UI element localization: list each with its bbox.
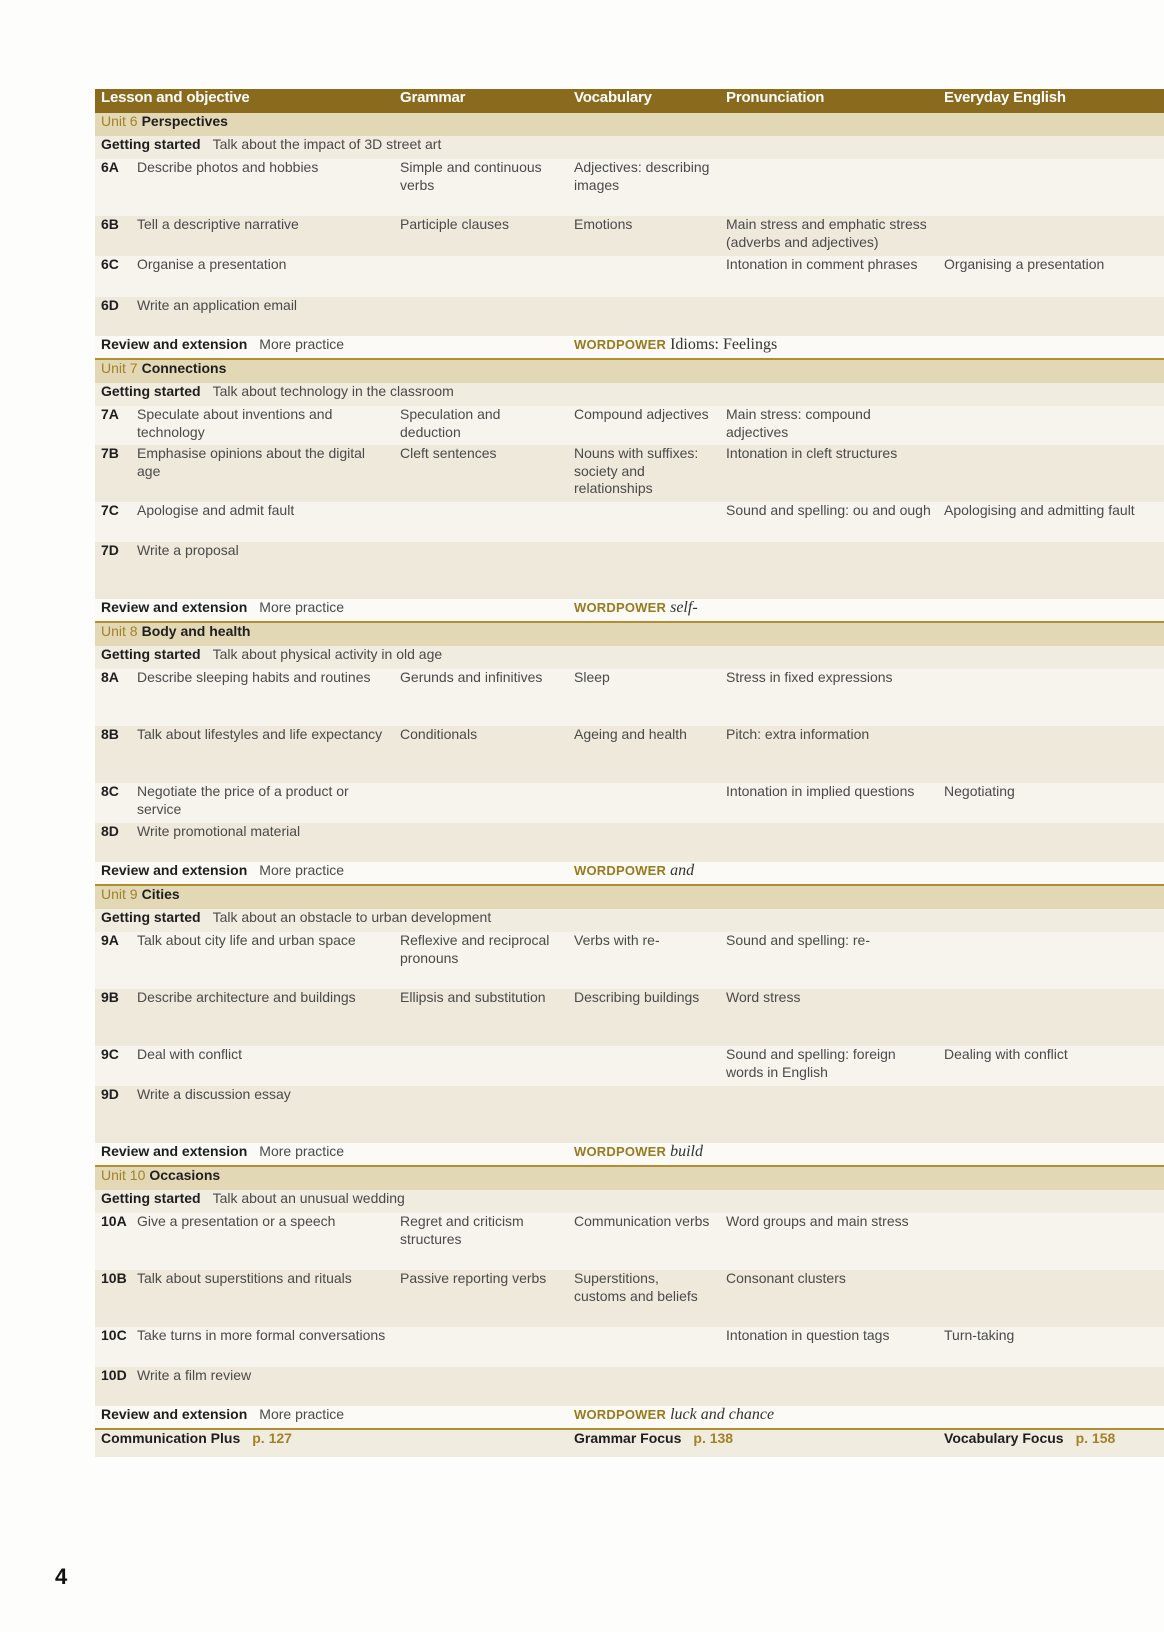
lesson-code: 10A [95, 1213, 131, 1270]
lesson-vocabulary [568, 1367, 720, 1406]
wordpower-label: WORDPOWER [574, 1407, 667, 1422]
lesson-code: 6A [95, 159, 131, 216]
lesson-row[interactable] [95, 159, 1164, 216]
lesson-grammar: Simple and continuous verbs [394, 159, 568, 216]
lesson-pronunciation: Main stress and emphatic stress (adverbs and adjectives) [720, 216, 938, 256]
lesson-pronunciation: Intonation in cleft structures [720, 445, 938, 502]
lesson-objective: Emphasise opinions about the digital age [131, 445, 394, 502]
lesson-pronunciation [720, 1367, 938, 1406]
lesson-objective: Apologise and admit fault [131, 502, 394, 542]
communication-plus-page: p. 127 [252, 1430, 292, 1446]
lesson-vocabulary [568, 1327, 720, 1367]
getting-started-text: Talk about physical activity in old age [212, 646, 443, 662]
wordpower-label: WORDPOWER [574, 1144, 667, 1159]
footer-grammar[interactable] [568, 1429, 938, 1457]
lesson-objective: Tell a descriptive narrative [131, 216, 394, 256]
getting-started-label: Getting started [101, 909, 201, 925]
header-everyday-english: Everyday English [938, 89, 1164, 113]
lesson-row[interactable] [95, 256, 1164, 297]
lesson-code: 7C [95, 502, 131, 542]
review-label: Review and extension [101, 862, 248, 878]
getting-started-row[interactable] [95, 383, 1164, 406]
lesson-everyday-english [938, 297, 1164, 336]
lesson-objective: Talk about city life and urban space [131, 932, 394, 989]
lesson-pronunciation: Intonation in implied questions [720, 783, 938, 823]
lesson-pronunciation: Intonation in comment phrases [720, 256, 938, 297]
footer-row [95, 1429, 1164, 1457]
lesson-objective: Speculate about inventions and technology [131, 406, 394, 445]
lesson-everyday-english [938, 1367, 1164, 1406]
lesson-grammar [394, 1327, 568, 1367]
getting-started-label: Getting started [101, 136, 201, 152]
grammar-focus-page: p. 138 [693, 1430, 734, 1446]
review-label: Review and extension [101, 599, 248, 615]
lesson-vocabulary: Superstitions, customs and beliefs [568, 1270, 720, 1327]
lesson-vocabulary: Verbs with re- [568, 932, 720, 989]
review-label: Review and extension [101, 1406, 248, 1422]
lesson-pronunciation: Sound and spelling: re- [720, 932, 938, 989]
lesson-grammar: Participle clauses [394, 216, 568, 256]
wordpower-label: WORDPOWER [574, 600, 667, 615]
review-label: Review and extension [101, 1143, 248, 1159]
lesson-grammar: Ellipsis and substitution [394, 989, 568, 1046]
lesson-row[interactable] [95, 726, 1164, 783]
lesson-everyday-english [938, 669, 1164, 726]
lesson-everyday-english [938, 445, 1164, 502]
lesson-objective: Talk about lifestyles and life expectancy [131, 726, 394, 783]
header-row [95, 89, 1164, 113]
lesson-vocabulary: Compound adjectives [568, 406, 720, 445]
review-text: More practice [259, 599, 345, 615]
lesson-vocabulary: Emotions [568, 216, 720, 256]
lesson-row[interactable] [95, 1046, 1164, 1086]
lesson-objective: Describe sleeping habits and routines [131, 669, 394, 726]
lesson-everyday-english [938, 216, 1164, 256]
lesson-pronunciation [720, 823, 938, 862]
getting-started-text: Talk about an unusual wedding [212, 1190, 405, 1206]
getting-started [95, 383, 1164, 406]
unit-name: Cities [141, 886, 180, 902]
lesson-objective: Write an application email [131, 297, 394, 336]
footer-vocabulary[interactable] [938, 1429, 1164, 1457]
lesson-row[interactable] [95, 783, 1164, 823]
unit-name: Body and health [141, 623, 251, 639]
review-row[interactable] [95, 1406, 1164, 1429]
lesson-vocabulary [568, 1046, 720, 1086]
lesson-code: 9B [95, 989, 131, 1046]
lesson-code: 7B [95, 445, 131, 502]
lesson-objective: Write a proposal [131, 542, 394, 599]
review-extension [95, 336, 568, 359]
lesson-objective: Talk about superstitions and rituals [131, 1270, 394, 1327]
lesson-code: 8B [95, 726, 131, 783]
vocabulary-focus-label: Vocabulary Focus [944, 1430, 1064, 1446]
lesson-row[interactable] [95, 823, 1164, 862]
lesson-code: 8D [95, 823, 131, 862]
lesson-code: 10D [95, 1367, 131, 1406]
lesson-everyday-english: Negotiating [938, 783, 1164, 823]
review-text: More practice [259, 1406, 345, 1422]
wordpower [568, 1143, 1164, 1166]
lesson-pronunciation: Sound and spelling: foreign words in English [720, 1046, 938, 1086]
lesson-pronunciation: Word groups and main stress [720, 1213, 938, 1270]
lesson-vocabulary [568, 1086, 720, 1143]
wordpower-topic: luck and chance [670, 1406, 775, 1423]
lesson-code: 9A [95, 932, 131, 989]
getting-started-text: Talk about an obstacle to urban development [212, 909, 492, 925]
unit-title [95, 622, 1164, 646]
lesson-pronunciation [720, 1086, 938, 1143]
lesson-grammar: Cleft sentences [394, 445, 568, 502]
lesson-pronunciation: Intonation in question tags [720, 1327, 938, 1367]
lesson-everyday-english [938, 989, 1164, 1046]
lesson-code: 9C [95, 1046, 131, 1086]
lesson-row[interactable] [95, 445, 1164, 502]
lesson-everyday-english [938, 1086, 1164, 1143]
lesson-code: 8A [95, 669, 131, 726]
lesson-everyday-english [938, 406, 1164, 445]
wordpower [568, 862, 1164, 885]
lesson-vocabulary [568, 823, 720, 862]
lesson-grammar [394, 783, 568, 823]
wordpower-topic: and [670, 862, 695, 879]
lesson-row[interactable] [95, 1086, 1164, 1143]
lesson-row[interactable] [95, 216, 1164, 256]
lesson-objective: Organise a presentation [131, 256, 394, 297]
unit-title [95, 885, 1164, 909]
lesson-row[interactable] [95, 1213, 1164, 1270]
lesson-pronunciation: Consonant clusters [720, 1270, 938, 1327]
lesson-pronunciation [720, 159, 938, 216]
lesson-grammar [394, 297, 568, 336]
getting-started-label: Getting started [101, 1190, 201, 1206]
lesson-everyday-english: Organising a presentation [938, 256, 1164, 297]
getting-started-row[interactable] [95, 136, 1164, 159]
lesson-pronunciation: Word stress [720, 989, 938, 1046]
review-row[interactable] [95, 336, 1164, 359]
review-label: Review and extension [101, 336, 248, 352]
review-text: More practice [259, 1143, 345, 1159]
lesson-row[interactable] [95, 502, 1164, 542]
unit-row[interactable] [95, 885, 1164, 909]
lesson-vocabulary: Ageing and health [568, 726, 720, 783]
review-row[interactable] [95, 599, 1164, 622]
lesson-code: 10B [95, 1270, 131, 1327]
unit-row[interactable] [95, 622, 1164, 646]
lesson-code: 7A [95, 406, 131, 445]
lesson-row[interactable] [95, 669, 1164, 726]
lesson-grammar: Speculation and deduction [394, 406, 568, 445]
lesson-grammar: Conditionals [394, 726, 568, 783]
lesson-everyday-english: Dealing with conflict [938, 1046, 1164, 1086]
unit-row[interactable] [95, 1166, 1164, 1190]
lesson-pronunciation: Sound and spelling: ou and ough [720, 502, 938, 542]
getting-started-row[interactable] [95, 1190, 1164, 1213]
review-extension [95, 862, 568, 885]
getting-started [95, 909, 1164, 932]
lesson-objective: Describe architecture and buildings [131, 989, 394, 1046]
header-pronunciation: Pronunciation [720, 89, 938, 113]
review-extension [95, 599, 568, 622]
wordpower [568, 599, 1164, 622]
lesson-vocabulary [568, 542, 720, 599]
lesson-row[interactable] [95, 1327, 1164, 1367]
lesson-objective: Write a discussion essay [131, 1086, 394, 1143]
lesson-vocabulary: Communication verbs [568, 1213, 720, 1270]
lesson-grammar: Reflexive and reciprocal pronouns [394, 932, 568, 989]
lesson-grammar [394, 542, 568, 599]
lesson-row[interactable] [95, 989, 1164, 1046]
lesson-vocabulary: Sleep [568, 669, 720, 726]
lesson-everyday-english [938, 1213, 1164, 1270]
unit-name: Connections [141, 360, 227, 376]
lesson-pronunciation: Stress in fixed expressions [720, 669, 938, 726]
getting-started [95, 646, 1164, 669]
lesson-pronunciation: Main stress: compound adjectives [720, 406, 938, 445]
unit-number: Unit 7 [101, 360, 138, 376]
lesson-everyday-english [938, 542, 1164, 599]
lesson-pronunciation [720, 297, 938, 336]
getting-started [95, 1190, 1164, 1213]
lesson-vocabulary [568, 783, 720, 823]
lesson-objective: Deal with conflict [131, 1046, 394, 1086]
lesson-grammar [394, 1367, 568, 1406]
lesson-code: 9D [95, 1086, 131, 1143]
unit-title [95, 113, 1164, 136]
lesson-grammar: Gerunds and infinitives [394, 669, 568, 726]
lesson-everyday-english: Turn-taking [938, 1327, 1164, 1367]
unit-number: Unit 10 [101, 1167, 146, 1183]
lesson-everyday-english [938, 823, 1164, 862]
lesson-grammar [394, 256, 568, 297]
lesson-everyday-english [938, 932, 1164, 989]
lesson-objective: Write a film review [131, 1367, 394, 1406]
wordpower-label: WORDPOWER [574, 863, 667, 878]
lesson-code: 6C [95, 256, 131, 297]
lesson-everyday-english [938, 159, 1164, 216]
review-row[interactable] [95, 862, 1164, 885]
getting-started-label: Getting started [101, 383, 201, 399]
lesson-code: 8C [95, 783, 131, 823]
review-text: More practice [259, 862, 345, 878]
wordpower-topic: self- [670, 599, 698, 616]
review-extension [95, 1406, 568, 1429]
contents-body [95, 113, 1164, 1429]
getting-started-row[interactable] [95, 909, 1164, 932]
lesson-row[interactable] [95, 297, 1164, 336]
wordpower-topic: Idioms: Feelings [670, 336, 778, 353]
header-grammar: Grammar [394, 89, 568, 113]
getting-started-row[interactable] [95, 646, 1164, 669]
lesson-row[interactable] [95, 406, 1164, 445]
getting-started [95, 136, 1164, 159]
unit-title [95, 1166, 1164, 1190]
lesson-row[interactable] [95, 932, 1164, 989]
lesson-everyday-english [938, 1270, 1164, 1327]
lesson-code: 6D [95, 297, 131, 336]
lesson-grammar: Regret and criticism structures [394, 1213, 568, 1270]
lesson-pronunciation [720, 542, 938, 599]
lesson-vocabulary [568, 502, 720, 542]
lesson-pronunciation: Pitch: extra information [720, 726, 938, 783]
header-vocabulary: Vocabulary [568, 89, 720, 113]
lesson-objective: Give a presentation or a speech [131, 1213, 394, 1270]
wordpower [568, 1406, 1164, 1429]
wordpower [568, 336, 1164, 359]
getting-started-label: Getting started [101, 646, 201, 662]
lesson-objective: Describe photos and hobbies [131, 159, 394, 216]
getting-started-text: Talk about technology in the classroom [212, 383, 454, 399]
lesson-objective: Take turns in more formal conversations [131, 1327, 394, 1367]
unit-title [95, 359, 1164, 383]
lesson-grammar [394, 1046, 568, 1086]
unit-number: Unit 9 [101, 886, 138, 902]
contents-table [95, 89, 1164, 1457]
wordpower-label: WORDPOWER [574, 337, 667, 352]
unit-number: Unit 8 [101, 623, 138, 639]
footer-communication[interactable] [95, 1429, 568, 1457]
getting-started-text: Talk about the impact of 3D street art [212, 136, 442, 152]
review-text: More practice [259, 336, 345, 352]
lesson-vocabulary: Nouns with suffixes: society and relationships [568, 445, 720, 502]
unit-name: Perspectives [141, 113, 228, 129]
lesson-vocabulary: Adjectives: describing images [568, 159, 720, 216]
lesson-vocabulary [568, 297, 720, 336]
page-number: 4 [55, 1564, 68, 1589]
lesson-code: 6B [95, 216, 131, 256]
lesson-code: 7D [95, 542, 131, 599]
lesson-grammar [394, 823, 568, 862]
grammar-focus-label: Grammar Focus [574, 1430, 682, 1446]
lesson-vocabulary [568, 256, 720, 297]
lesson-objective: Write promotional material [131, 823, 394, 862]
unit-number: Unit 6 [101, 113, 138, 129]
communication-plus-label: Communication Plus [101, 1430, 241, 1446]
lesson-row[interactable] [95, 542, 1164, 599]
lesson-objective: Negotiate the price of a product or service [131, 783, 394, 823]
lesson-row[interactable] [95, 1367, 1164, 1406]
review-row[interactable] [95, 1143, 1164, 1166]
header-lesson: Lesson and objective [95, 89, 394, 113]
unit-name: Occasions [149, 1167, 221, 1183]
unit-row[interactable] [95, 113, 1164, 136]
lesson-everyday-english: Apologising and admitting fault [938, 502, 1164, 542]
vocabulary-focus-page: p. 158 [1075, 1430, 1116, 1446]
lesson-grammar [394, 502, 568, 542]
lesson-row[interactable] [95, 1270, 1164, 1327]
wordpower-topic: build [670, 1143, 703, 1160]
lesson-code: 10C [95, 1327, 131, 1367]
lesson-grammar [394, 1086, 568, 1143]
lesson-everyday-english [938, 726, 1164, 783]
lesson-grammar: Passive reporting verbs [394, 1270, 568, 1327]
lesson-vocabulary: Describing buildings [568, 989, 720, 1046]
review-extension [95, 1143, 568, 1166]
unit-row[interactable] [95, 359, 1164, 383]
